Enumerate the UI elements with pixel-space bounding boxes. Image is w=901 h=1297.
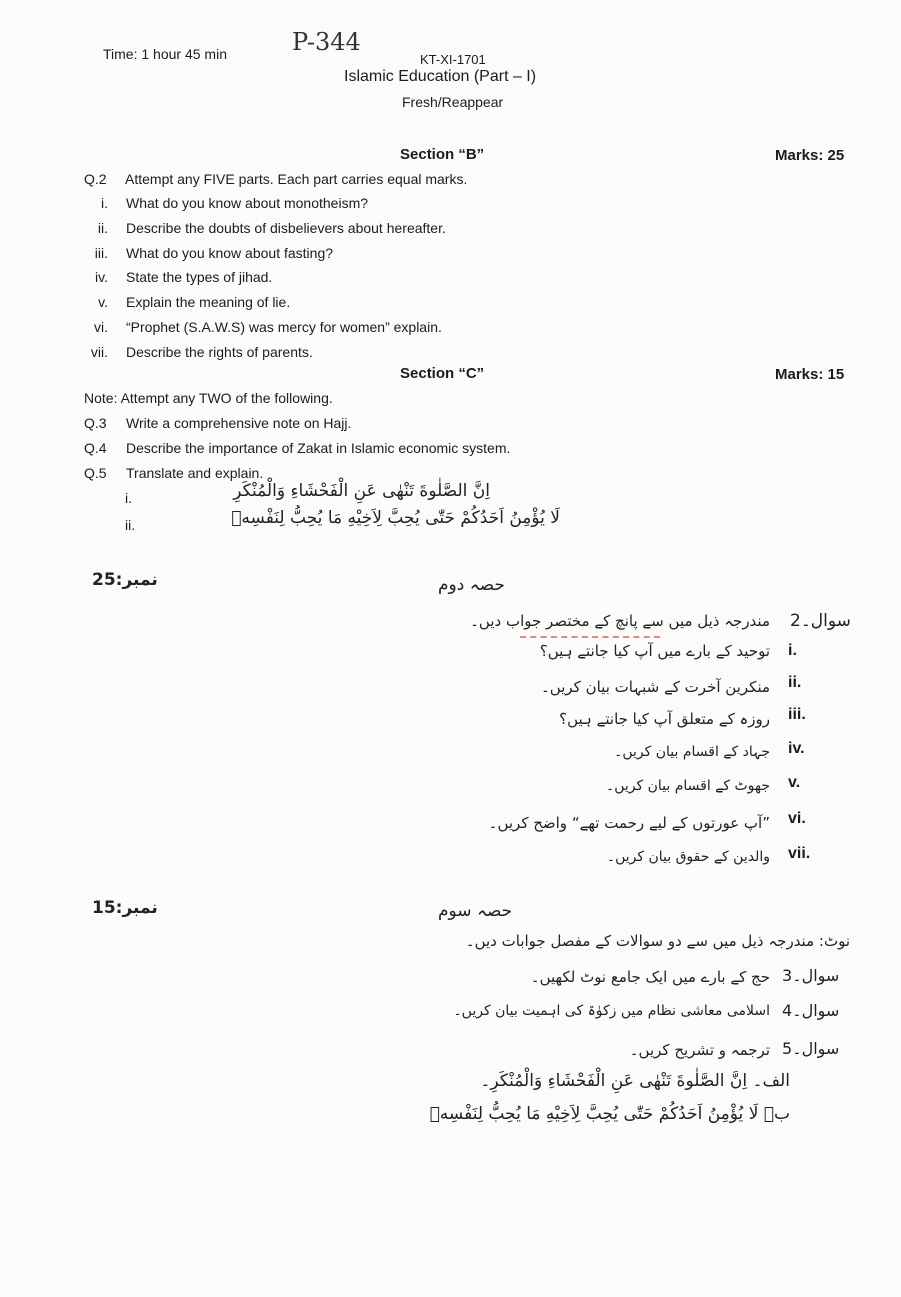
urdu-q5-text: ترجمہ و تشریح کریں۔ [629, 1041, 770, 1059]
list-item: “Prophet (S.A.W.S) was mercy for women” explain. [126, 319, 442, 335]
urdu-q2-label: سوال۔2 [790, 611, 851, 631]
section-c-note: Note: Attempt any TWO of the following. [84, 390, 333, 406]
list-item-number: v. [98, 294, 108, 310]
list-item-number: ii. [788, 674, 802, 691]
list-item-number: vi. [94, 319, 108, 335]
list-item: جھوٹ کے اقسام بیان کریں۔ [605, 778, 770, 794]
section-c-marks: Marks: 15 [775, 366, 845, 383]
q5-text: Translate and explain. [126, 465, 264, 481]
list-item: What do you know about fasting? [126, 245, 334, 261]
list-item: توحید کے بارے میں آپ کیا جانتے ہیں؟ [539, 642, 770, 660]
list-item-number: iii. [788, 706, 806, 723]
q3-text: Write a comprehensive note on Hajj. [126, 415, 352, 431]
list-item: ”آپ عورتوں کے لیے رحمت تھے“ واضح کریں۔ [488, 814, 770, 832]
paper-code: KT-XI-1701 [420, 52, 486, 67]
arabic-item-number: i. [125, 490, 132, 506]
red-pen-mark [520, 636, 660, 638]
urdu-q3-label: سوال۔3 [782, 966, 840, 985]
list-item: والدین کے حقوق بیان کریں۔ [606, 849, 770, 865]
urdu-q3-text: حج کے بارے میں ایک جامع نوٹ لکھیں۔ [530, 968, 770, 986]
urdu-c-heading: حصہ سوم [438, 901, 513, 921]
list-item-number: iv. [95, 269, 108, 285]
list-item-number: v. [788, 774, 801, 791]
list-item: Describe the rights of parents. [126, 344, 313, 360]
q4-number: Q.4 [84, 440, 107, 456]
urdu-arabic-verse: الف۔ اِنَّ الصَّلٰوةَ تَنْهٰى عَنِ الْفَحْشَاءِ وَالْمُنْكَرِ۔ [480, 1071, 790, 1091]
urdu-b-marks: نمبر:25 [92, 570, 158, 590]
list-item-number: ii. [97, 220, 108, 236]
list-item: What do you know about monotheism? [126, 195, 369, 211]
list-item: روزہ کے متعلق آپ کیا جانتے ہیں؟ [559, 710, 770, 728]
list-item: جہاد کے اقسام بیان کریں۔ [614, 744, 770, 760]
urdu-b-heading: حصہ دوم [438, 575, 505, 595]
list-item-number: iv. [788, 740, 805, 757]
arabic-item-number: ii. [125, 517, 136, 533]
list-item-number: i. [101, 195, 108, 211]
exam-time: Time: 1 hour 45 min [103, 46, 227, 62]
urdu-c-note: نوٹ: مندرجہ ذیل میں سے دو سوالات کے مفصل جوابات دیں۔ [465, 932, 850, 950]
section-b-marks: Marks: 25 [775, 147, 845, 164]
q3-number: Q.3 [84, 415, 107, 431]
q2-instruction: Attempt any FIVE parts. Each part carries equal marks. [125, 171, 468, 187]
list-item-number: vi. [788, 810, 806, 827]
urdu-q2-instruction: مندرجہ ذیل میں سے پانچ کے مختصر جواب دیں۔ [470, 612, 770, 630]
paper-subtitle: Fresh/Reappear [402, 94, 504, 110]
list-item: Explain the meaning of lie. [126, 294, 291, 310]
list-item-number: vii. [788, 845, 811, 862]
section-b-heading: Section “B” [400, 146, 485, 163]
q5-number: Q.5 [84, 465, 107, 481]
handwritten-paper-code: P-344 [292, 28, 361, 56]
urdu-q4-label: سوال۔4 [782, 1001, 840, 1020]
list-item: State the types of jihad. [126, 269, 273, 285]
section-c-heading: Section “C” [400, 365, 485, 382]
urdu-q5-label: سوال۔5 [782, 1039, 840, 1058]
urdu-q4-text: اسلامی معاشی نظام میں زکوٰۃ کی اہمیت بیان کریں۔ [453, 1003, 770, 1019]
arabic-verse: اِنَّ الصَّلٰوةَ تَنْهٰى عَنِ الْفَحْشَاءِ وَالْمُنْكَرِ [233, 481, 490, 501]
list-item-number: i. [788, 642, 797, 659]
urdu-c-marks: نمبر:15 [92, 898, 158, 918]
list-item-number: iii. [94, 245, 108, 261]
list-item: منکرین آخرت کے شبہات بیان کریں۔ [541, 678, 770, 696]
q4-text: Describe the importance of Zakat in Islamic economic system. [126, 440, 511, 456]
paper-title: Islamic Education (Part – I) [344, 68, 537, 85]
hadith-text: لَا يُؤْمِنُ اَحَدُكُمْ حَتّٰى يُحِبَّ لِاَخِيْهِ مَا يُحِبُّ لِنَفْسِهٖ [231, 508, 560, 528]
list-item-number: vii. [90, 344, 108, 360]
q2-number: Q.2 [84, 171, 107, 187]
list-item: Describe the doubts of disbelievers about hereafter. [126, 220, 446, 236]
urdu-hadith-text: ب۔ لَا يُؤْمِنُ اَحَدُكُمْ حَتّٰى يُحِبَّ لِاَخِيْهِ مَا يُحِبُّ لِنَفْسِهٖ [429, 1104, 790, 1124]
